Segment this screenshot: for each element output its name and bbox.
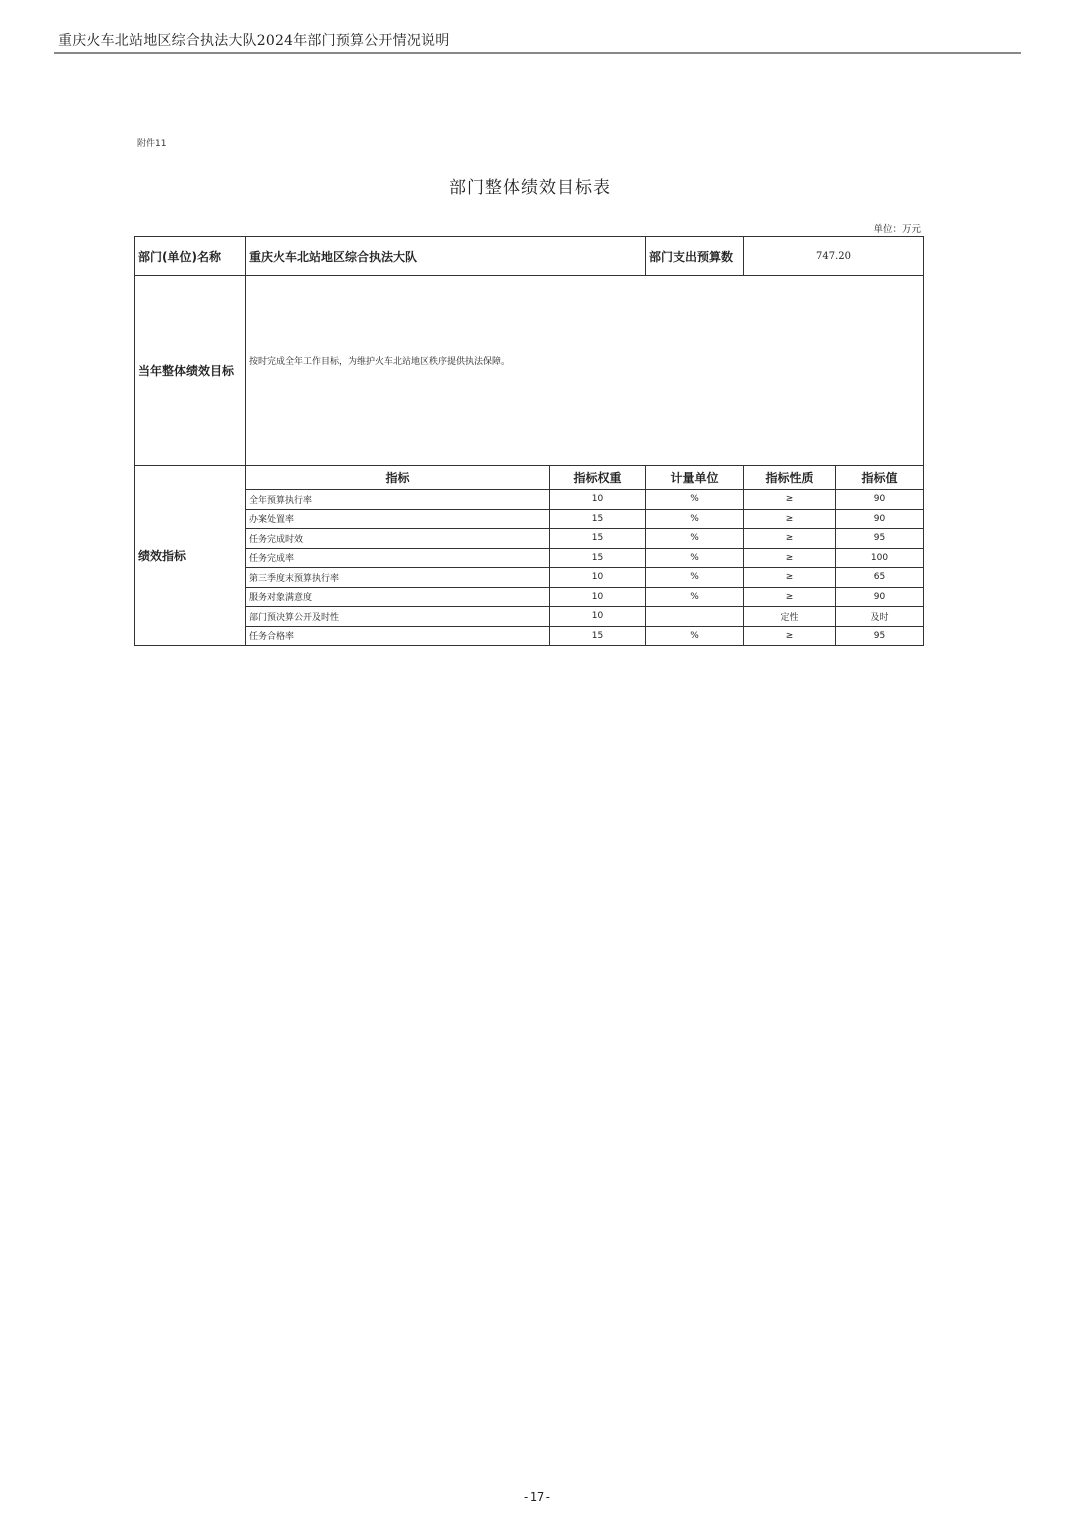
indicator-weight: 15: [550, 548, 646, 568]
indicator-name: 办案处置率: [246, 509, 550, 529]
indicator-name: 全年预算执行率: [246, 490, 550, 510]
indicator-name: 服务对象满意度: [246, 587, 550, 607]
indicator-nature: ≥: [744, 587, 836, 607]
table-row: [135, 587, 924, 607]
col-header-value: 指标值: [836, 466, 924, 490]
indicators-label: 绩效指标: [135, 466, 246, 646]
indicator-name: 任务完成率: [246, 548, 550, 568]
table-row: [135, 509, 924, 529]
page-number: -17-: [522, 1490, 552, 1504]
table-row: [135, 568, 924, 588]
indicator-name: 第三季度末预算执行率: [246, 568, 550, 588]
col-header-weight: 指标权重: [550, 466, 646, 490]
indicator-nature: ≥: [744, 626, 836, 646]
table-row: [135, 548, 924, 568]
indicator-value: 95: [836, 529, 924, 549]
budget-label: 部门支出预算数: [646, 237, 744, 276]
indicator-value: 90: [836, 509, 924, 529]
indicator-value: 90: [836, 490, 924, 510]
indicator-weight: 10: [550, 607, 646, 627]
col-header-indicator: 指标: [246, 466, 550, 490]
indicator-weight: 10: [550, 568, 646, 588]
running-header: 重庆火车北站地区综合执法大队2024年部门预算公开情况说明: [58, 33, 450, 49]
indicator-weight: 10: [550, 587, 646, 607]
indicator-unit: %: [646, 568, 744, 588]
indicator-unit: %: [646, 509, 744, 529]
goal-label: 当年整体绩效目标: [135, 276, 246, 466]
indicator-name: 任务完成时效: [246, 529, 550, 549]
indicator-weight: 10: [550, 490, 646, 510]
indicator-value: 65: [836, 568, 924, 588]
indicator-unit: [646, 607, 744, 627]
indicator-nature: ≥: [744, 529, 836, 549]
header-divider: [54, 52, 1021, 54]
indicator-unit: %: [646, 529, 744, 549]
col-header-unit: 计量单位: [646, 466, 744, 490]
indicator-weight: 15: [550, 529, 646, 549]
dept-name-value: 重庆火车北站地区综合执法大队: [246, 237, 646, 276]
indicator-nature: ≥: [744, 548, 836, 568]
indicator-value: 100: [836, 548, 924, 568]
table-row: [135, 490, 924, 510]
indicator-unit: %: [646, 548, 744, 568]
goal-text: 按时完成全年工作目标，为维护火车北站地区秩序提供执法保障。: [246, 276, 924, 466]
indicator-unit: %: [646, 626, 744, 646]
dept-name-label: 部门(单位)名称: [135, 237, 246, 276]
col-header-nature: 指标性质: [744, 466, 836, 490]
indicator-value: 95: [836, 626, 924, 646]
indicator-name: 部门预决算公开及时性: [246, 607, 550, 627]
indicator-nature: ≥: [744, 568, 836, 588]
table-row: [135, 529, 924, 549]
indicator-value: 90: [836, 587, 924, 607]
indicator-weight: 15: [550, 509, 646, 529]
indicator-name: 任务合格率: [246, 626, 550, 646]
budget-value: 747.20: [744, 237, 924, 276]
attachment-label: 附件11: [137, 139, 167, 149]
indicator-value: 及时: [836, 607, 924, 627]
indicator-unit: %: [646, 587, 744, 607]
indicator-nature: ≥: [744, 490, 836, 510]
indicator-weight: 15: [550, 626, 646, 646]
indicator-unit: %: [646, 490, 744, 510]
document-title: 部门整体绩效目标表: [449, 178, 611, 198]
table-row: [135, 607, 924, 627]
unit-note: 单位：万元: [873, 224, 921, 235]
indicator-nature: 定性: [744, 607, 836, 627]
table-row: [135, 626, 924, 646]
performance-target-table: [134, 236, 924, 646]
indicator-nature: ≥: [744, 509, 836, 529]
